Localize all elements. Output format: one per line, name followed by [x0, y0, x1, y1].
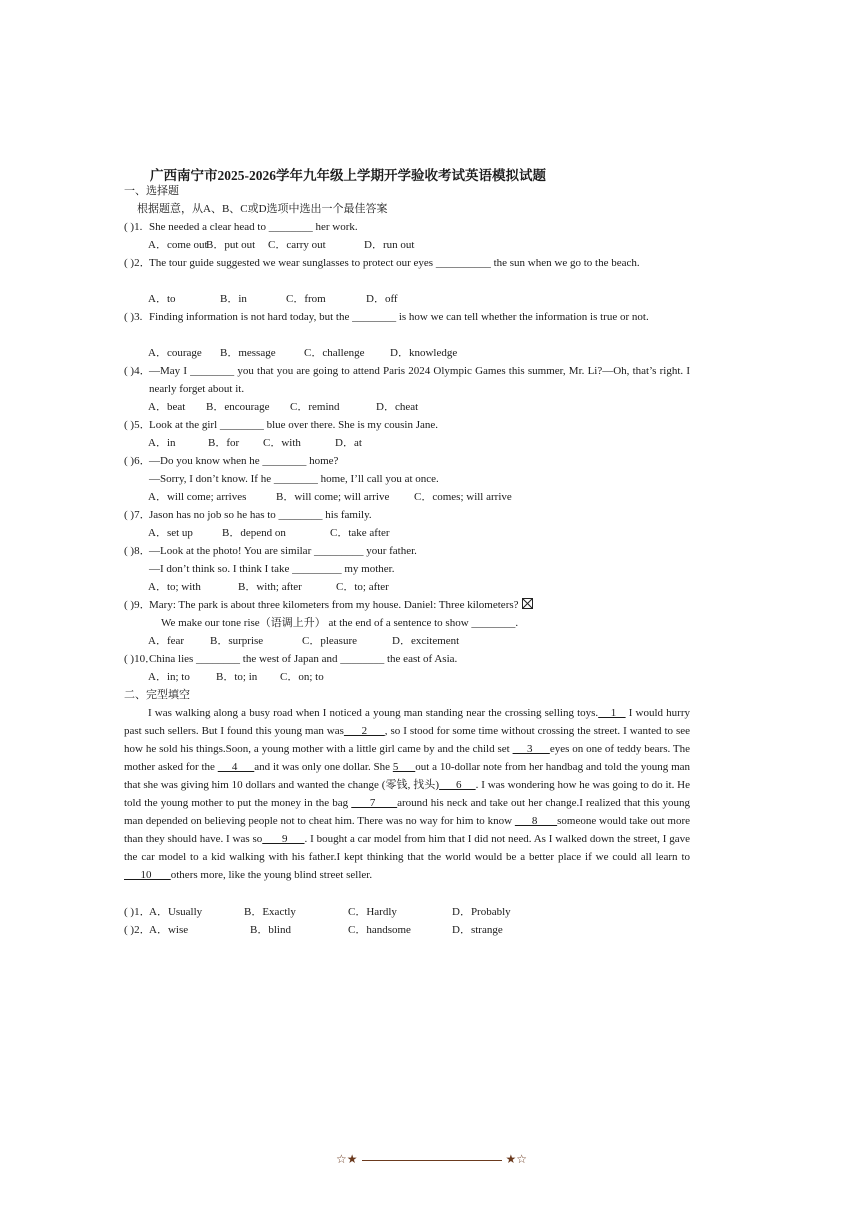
passage-text: eyes on one of teddy bears. The mother asked for the [124, 743, 691, 773]
cloze-blank: 3 [512, 743, 550, 755]
option: A．will come; arrives [148, 491, 247, 503]
question-text: The tour guide suggested we wear sunglasses to protect our eyes __________ the sun when we go to the beach. [149, 257, 640, 269]
options-row [148, 293, 398, 306]
cloze-blank: 7 [351, 797, 398, 809]
option: D．strange [452, 924, 503, 936]
question-text: —May I ________ you that you are going to attend Paris 2024 Olympic Games this summer, Mr. Li?—Oh, that’s right. I nearly forget about it. [149, 365, 690, 395]
passage-text: . I bought a car model from him that I did not need. As I walked down the street, I gave the car model to a kid walking with his father.I kept thinking that the world would be a better place if we could all learn to [124, 833, 691, 863]
options-row [148, 491, 512, 504]
option: A．to; with [148, 581, 201, 593]
section-heading: 二、完型填空 [124, 689, 190, 701]
question-number: ( )1. [124, 221, 143, 233]
option: A．beat [148, 401, 186, 413]
question [124, 254, 690, 272]
option: B．put out [206, 239, 256, 251]
option: A．Usually [149, 906, 203, 918]
section-instruction: 根据题意，从A、B、C或D选项中选出一个最佳答案 [137, 203, 388, 215]
option: B．to; in [216, 671, 258, 683]
star-icon: ★☆ [505, 1152, 528, 1166]
question [124, 218, 690, 236]
option: A．fear [148, 635, 185, 647]
option: A．set up [148, 527, 193, 539]
passage-text: others more, like the young blind street seller. [170, 869, 373, 881]
question [124, 416, 690, 434]
options-row [148, 239, 414, 252]
question-number: ( )10． [124, 653, 157, 665]
options-row [148, 581, 389, 594]
star-icon: ☆★ [336, 1152, 358, 1166]
cloze-blank: 5 [392, 761, 416, 773]
option: D．excitement [392, 635, 460, 647]
option: C．challenge [304, 347, 365, 359]
option: C．take after [330, 527, 390, 539]
question [124, 362, 690, 398]
option: D．run out [364, 239, 415, 251]
option: C．handsome [348, 924, 411, 936]
question-text: Jason has no job so he has to ________ his family. [149, 509, 372, 521]
question-text: —Do you know when he ________ home? [149, 455, 339, 467]
section-heading: 一、选择题 [124, 185, 179, 197]
question-number: ( )8． [124, 545, 151, 557]
question [124, 921, 690, 939]
option: C．pleasure [302, 635, 357, 647]
question-text: Look at the girl ________ blue over there. She is my cousin Jane. [149, 419, 438, 431]
option: C．Hardly [348, 906, 397, 918]
question [124, 542, 690, 560]
question [124, 650, 690, 668]
option: C．to; after [336, 581, 389, 593]
question [124, 903, 690, 921]
option: C．from [286, 293, 326, 305]
question-text: China lies ________ the west of Japan and ________ the east of Asia. [149, 653, 458, 665]
passage-text: , so I stood for some time without crossing the street. I wanted to see how he sold his things.Soon, a young mother with a little girl came by and the child set [124, 725, 690, 755]
option: A．wise [149, 924, 189, 936]
cloze-blank: 10 [124, 869, 171, 881]
crossed-box-icon [522, 598, 533, 609]
question-text-2: —Sorry, I don’t know. If he ________ home, I’ll call you at once. [149, 473, 439, 485]
option: B．depend on [222, 527, 286, 539]
option: B．will come; will arrive [276, 491, 390, 503]
question-number: ( )2． [124, 924, 151, 936]
question [124, 596, 690, 614]
page-title: 广西南宁市2025-2026学年九年级上学期开学验收考试英语模拟试题 [150, 168, 546, 183]
option: D．cheat [376, 401, 419, 413]
question-text-2: We make our tone rise（语调上升） at the end of a sentence to show ________. [161, 617, 519, 629]
question-text: Finding information is not hard today, but the ________ is how we can tell whether the information is true or not. [149, 311, 649, 323]
question-text-2: —I don’t think so. I think I take _________ my mother. [149, 563, 395, 575]
question-number: ( )3. [124, 311, 143, 323]
options-row [148, 671, 324, 684]
question-number: ( )5． [124, 419, 151, 431]
question [124, 506, 690, 524]
question-number: ( )7． [124, 509, 151, 521]
passage-text: I was walking along a busy road when I noticed a young man standing near the crossing selling toys. [148, 707, 599, 719]
option: A．to [148, 293, 176, 305]
option: A．in; to [148, 671, 190, 683]
option: C．on; to [280, 671, 324, 683]
option: A．in [148, 437, 176, 449]
question-number: ( )1． [124, 906, 151, 918]
option: B．with; after [238, 581, 302, 593]
option: B．surprise [210, 635, 264, 647]
option: A．courage [148, 347, 202, 359]
options-row [148, 527, 390, 540]
options-row [148, 437, 362, 450]
options-row [148, 401, 418, 414]
option: B．encourage [206, 401, 270, 413]
passage-text: and it was only one dollar. She [254, 761, 393, 773]
option: D．off [366, 293, 398, 305]
option: B．for [208, 437, 240, 449]
option: D．Probably [452, 906, 511, 918]
cloze-blank: 6 [439, 779, 476, 791]
option: C．remind [290, 401, 340, 413]
cloze-blank: 8 [514, 815, 558, 827]
question-number: ( )2． [124, 257, 151, 269]
option: B．message [220, 347, 276, 359]
question-number: ( )6． [124, 455, 151, 467]
passage-text: I would hurry past such sellers. But I found this young man was [124, 707, 690, 737]
option: C．with [263, 437, 301, 449]
cloze-blank: 2 [343, 725, 385, 737]
passage-text: around his neck and take out her change.I realized that this young man depended on believing people not to cheat him. There was no way for him to know [124, 797, 691, 827]
cloze-passage [124, 704, 690, 884]
passage-text: . I was wondering how he was going to do it. He told the young mother to put the money in the bag [124, 779, 691, 809]
option: D．at [335, 437, 362, 449]
question-text: Mary: The park is about three kilometers from my house. Daniel: Three kilometers? [149, 599, 519, 611]
question-text: —Look at the photo! You are similar _________ your father. [149, 545, 417, 557]
question-number: ( )9． [124, 599, 151, 611]
question [124, 308, 690, 326]
options-row [148, 635, 459, 648]
cloze-blank: 9 [262, 833, 305, 845]
options-row [148, 347, 457, 360]
passage-text: someone would take out more than they should have. I was so [124, 815, 690, 845]
option: D．knowledge [390, 347, 458, 359]
option: A．come out [148, 239, 208, 251]
question-number: ( )4． [124, 365, 151, 377]
cloze-blank: 1 [598, 707, 626, 719]
question [124, 452, 690, 470]
question-text: She needed a clear head to ________ her work. [149, 221, 358, 233]
cloze-blank: 4 [217, 761, 255, 773]
option: B．in [220, 293, 247, 305]
option: C．carry out [268, 239, 326, 251]
option: B．blind [250, 924, 291, 936]
option: C．comes; will arrive [414, 491, 512, 503]
passage-text: out a 10-dollar note from her handbag and told the young man that she was giving him 10 dollars and wanted the change (零钱, 找头) [124, 761, 691, 791]
page-footer-ornament [336, 1152, 527, 1167]
footer-rule [362, 1160, 502, 1161]
option: B．Exactly [244, 906, 296, 918]
